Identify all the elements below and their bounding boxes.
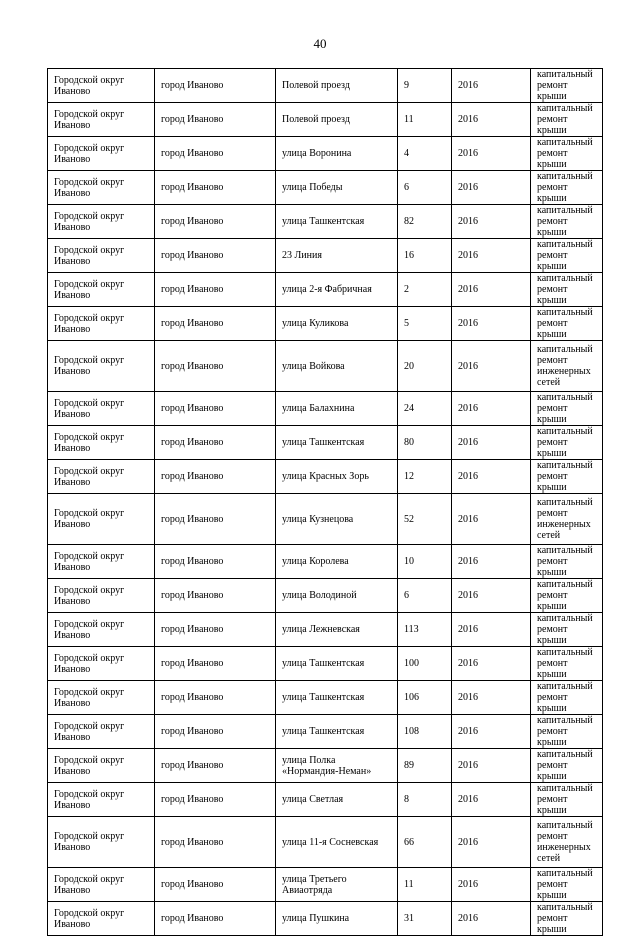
- year-cell: 2016: [452, 103, 531, 137]
- work-type-cell: капитальный ремонт крыши: [531, 613, 603, 647]
- house-number-cell: 66: [398, 817, 452, 868]
- city-cell: город Иваново: [155, 239, 276, 273]
- year-cell: 2016: [452, 613, 531, 647]
- street-cell: улица Куликова: [276, 307, 398, 341]
- city-cell: город Иваново: [155, 205, 276, 239]
- house-number-cell: 89: [398, 749, 452, 783]
- street-cell: улица Красных Зорь: [276, 460, 398, 494]
- year-cell: 2016: [452, 392, 531, 426]
- table-row: [48, 749, 603, 783]
- city-cell: город Иваново: [155, 494, 276, 545]
- district-cell: Городской округ Иваново: [48, 868, 155, 902]
- table-row: [48, 613, 603, 647]
- table-row: [48, 205, 603, 239]
- district-cell: Городской округ Иваново: [48, 749, 155, 783]
- work-type-cell: капитальный ремонт крыши: [531, 392, 603, 426]
- year-cell: 2016: [452, 579, 531, 613]
- street-cell: улица Воронина: [276, 137, 398, 171]
- repair-program-table: [47, 68, 603, 936]
- district-cell: Городской округ Иваново: [48, 579, 155, 613]
- work-type-cell: капитальный ремонт крыши: [531, 902, 603, 936]
- table-row: [48, 545, 603, 579]
- street-cell: улица 2-я Фабричная: [276, 273, 398, 307]
- street-cell: улица Королева: [276, 545, 398, 579]
- city-cell: город Иваново: [155, 137, 276, 171]
- street-cell: Полевой проезд: [276, 103, 398, 137]
- city-cell: город Иваново: [155, 579, 276, 613]
- city-cell: город Иваново: [155, 902, 276, 936]
- city-cell: город Иваново: [155, 460, 276, 494]
- year-cell: 2016: [452, 715, 531, 749]
- district-cell: Городской округ Иваново: [48, 613, 155, 647]
- table-row: [48, 902, 603, 936]
- city-cell: город Иваново: [155, 749, 276, 783]
- street-cell: улица Полка «Нормандия-Неман»: [276, 749, 398, 783]
- city-cell: город Иваново: [155, 647, 276, 681]
- house-number-cell: 11: [398, 868, 452, 902]
- street-cell: улица Балахнина: [276, 392, 398, 426]
- district-cell: Городской округ Иваново: [48, 171, 155, 205]
- house-number-cell: 4: [398, 137, 452, 171]
- year-cell: 2016: [452, 426, 531, 460]
- street-cell: улица 11-я Сосневская: [276, 817, 398, 868]
- street-cell: улица Ташкентская: [276, 205, 398, 239]
- district-cell: Городской округ Иваново: [48, 392, 155, 426]
- street-cell: улица Ташкентская: [276, 715, 398, 749]
- city-cell: город Иваново: [155, 783, 276, 817]
- work-type-cell: капитальный ремонт крыши: [531, 749, 603, 783]
- house-number-cell: 82: [398, 205, 452, 239]
- work-type-cell: капитальный ремонт инженерных сетей: [531, 494, 603, 545]
- house-number-cell: 100: [398, 647, 452, 681]
- house-number-cell: 80: [398, 426, 452, 460]
- table-row: [48, 647, 603, 681]
- street-cell: улица Кузнецова: [276, 494, 398, 545]
- table-row: [48, 460, 603, 494]
- table-row: [48, 273, 603, 307]
- city-cell: город Иваново: [155, 69, 276, 103]
- table-row: [48, 239, 603, 273]
- district-cell: Городской округ Иваново: [48, 137, 155, 171]
- work-type-cell: капитальный ремонт крыши: [531, 460, 603, 494]
- house-number-cell: 6: [398, 171, 452, 205]
- district-cell: Городской округ Иваново: [48, 103, 155, 137]
- house-number-cell: 2: [398, 273, 452, 307]
- district-cell: Городской округ Иваново: [48, 715, 155, 749]
- district-cell: Городской округ Иваново: [48, 205, 155, 239]
- table-row: [48, 307, 603, 341]
- city-cell: город Иваново: [155, 307, 276, 341]
- city-cell: город Иваново: [155, 715, 276, 749]
- work-type-cell: капитальный ремонт крыши: [531, 715, 603, 749]
- house-number-cell: 24: [398, 392, 452, 426]
- street-cell: улица Третьего Авиаотряда: [276, 868, 398, 902]
- house-number-cell: 5: [398, 307, 452, 341]
- table-row: [48, 715, 603, 749]
- year-cell: 2016: [452, 681, 531, 715]
- house-number-cell: 16: [398, 239, 452, 273]
- street-cell: улица Володиной: [276, 579, 398, 613]
- work-type-cell: капитальный ремонт крыши: [531, 579, 603, 613]
- district-cell: Городской округ Иваново: [48, 341, 155, 392]
- house-number-cell: 31: [398, 902, 452, 936]
- work-type-cell: капитальный ремонт инженерных сетей: [531, 341, 603, 392]
- year-cell: 2016: [452, 902, 531, 936]
- work-type-cell: капитальный ремонт крыши: [531, 171, 603, 205]
- street-cell: улица Ташкентская: [276, 426, 398, 460]
- district-cell: Городской округ Иваново: [48, 783, 155, 817]
- city-cell: город Иваново: [155, 273, 276, 307]
- house-number-cell: 108: [398, 715, 452, 749]
- house-number-cell: 10: [398, 545, 452, 579]
- city-cell: город Иваново: [155, 341, 276, 392]
- table-row: [48, 817, 603, 868]
- work-type-cell: капитальный ремонт крыши: [531, 868, 603, 902]
- work-type-cell: капитальный ремонт инженерных сетей: [531, 817, 603, 868]
- year-cell: 2016: [452, 239, 531, 273]
- house-number-cell: 20: [398, 341, 452, 392]
- table-row: [48, 494, 603, 545]
- year-cell: 2016: [452, 171, 531, 205]
- house-number-cell: 52: [398, 494, 452, 545]
- table-row: [48, 426, 603, 460]
- district-cell: Городской округ Иваново: [48, 307, 155, 341]
- house-number-cell: 106: [398, 681, 452, 715]
- city-cell: город Иваново: [155, 817, 276, 868]
- city-cell: город Иваново: [155, 681, 276, 715]
- city-cell: город Иваново: [155, 392, 276, 426]
- year-cell: 2016: [452, 341, 531, 392]
- street-cell: улица Победы: [276, 171, 398, 205]
- house-number-cell: 8: [398, 783, 452, 817]
- city-cell: город Иваново: [155, 103, 276, 137]
- work-type-cell: капитальный ремонт крыши: [531, 681, 603, 715]
- year-cell: 2016: [452, 783, 531, 817]
- table-row: [48, 103, 603, 137]
- work-type-cell: капитальный ремонт крыши: [531, 239, 603, 273]
- year-cell: 2016: [452, 137, 531, 171]
- year-cell: 2016: [452, 868, 531, 902]
- work-type-cell: капитальный ремонт крыши: [531, 273, 603, 307]
- district-cell: Городской округ Иваново: [48, 545, 155, 579]
- work-type-cell: капитальный ремонт крыши: [531, 426, 603, 460]
- table-row: [48, 681, 603, 715]
- street-cell: улица Светлая: [276, 783, 398, 817]
- work-type-cell: капитальный ремонт крыши: [531, 205, 603, 239]
- street-cell: 23 Линия: [276, 239, 398, 273]
- district-cell: Городской округ Иваново: [48, 817, 155, 868]
- work-type-cell: капитальный ремонт крыши: [531, 545, 603, 579]
- year-cell: 2016: [452, 69, 531, 103]
- year-cell: 2016: [452, 273, 531, 307]
- page-number: 40: [313, 36, 327, 51]
- street-cell: улица Ташкентская: [276, 647, 398, 681]
- year-cell: 2016: [452, 307, 531, 341]
- city-cell: город Иваново: [155, 613, 276, 647]
- table-row: [48, 783, 603, 817]
- year-cell: 2016: [452, 205, 531, 239]
- table-row: [48, 171, 603, 205]
- table-row: [48, 579, 603, 613]
- street-cell: улица Войкова: [276, 341, 398, 392]
- work-type-cell: капитальный ремонт крыши: [531, 69, 603, 103]
- house-number-cell: 9: [398, 69, 452, 103]
- house-number-cell: 12: [398, 460, 452, 494]
- table-row: [48, 137, 603, 171]
- house-number-cell: 6: [398, 579, 452, 613]
- work-type-cell: капитальный ремонт крыши: [531, 307, 603, 341]
- work-type-cell: капитальный ремонт крыши: [531, 137, 603, 171]
- district-cell: Городской округ Иваново: [48, 69, 155, 103]
- year-cell: 2016: [452, 545, 531, 579]
- district-cell: Городской округ Иваново: [48, 647, 155, 681]
- street-cell: улица Лежневская: [276, 613, 398, 647]
- district-cell: Городской округ Иваново: [48, 460, 155, 494]
- street-cell: Полевой проезд: [276, 69, 398, 103]
- table-row: [48, 69, 603, 103]
- house-number-cell: 11: [398, 103, 452, 137]
- year-cell: 2016: [452, 460, 531, 494]
- work-type-cell: капитальный ремонт крыши: [531, 647, 603, 681]
- year-cell: 2016: [452, 817, 531, 868]
- year-cell: 2016: [452, 494, 531, 545]
- year-cell: 2016: [452, 749, 531, 783]
- work-type-cell: капитальный ремонт крыши: [531, 103, 603, 137]
- table-row: [48, 392, 603, 426]
- city-cell: город Иваново: [155, 868, 276, 902]
- district-cell: Городской округ Иваново: [48, 273, 155, 307]
- district-cell: Городской округ Иваново: [48, 681, 155, 715]
- street-cell: улица Ташкентская: [276, 681, 398, 715]
- district-cell: Городской округ Иваново: [48, 902, 155, 936]
- district-cell: Городской округ Иваново: [48, 426, 155, 460]
- table-row: [48, 341, 603, 392]
- table-row: [48, 868, 603, 902]
- house-number-cell: 113: [398, 613, 452, 647]
- district-cell: Городской округ Иваново: [48, 494, 155, 545]
- city-cell: город Иваново: [155, 545, 276, 579]
- street-cell: улица Пушкина: [276, 902, 398, 936]
- table-body: [48, 69, 603, 936]
- district-cell: Городской округ Иваново: [48, 239, 155, 273]
- year-cell: 2016: [452, 647, 531, 681]
- city-cell: город Иваново: [155, 171, 276, 205]
- work-type-cell: капитальный ремонт крыши: [531, 783, 603, 817]
- city-cell: город Иваново: [155, 426, 276, 460]
